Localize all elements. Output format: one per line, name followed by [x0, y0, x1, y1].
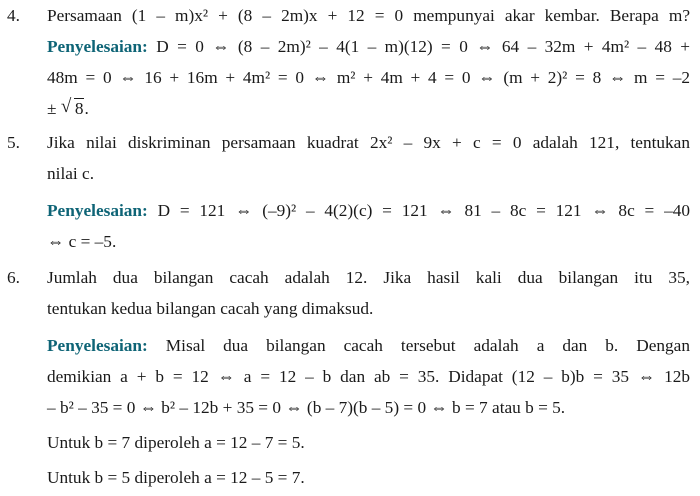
solution-text: 48m = 0 ⇔ 16 + 16m + 4m² = 0 ⇔ m² + 4m + 4 = 0 ⇔ (m + 2)² = 8 ⇔ m = –2 [47, 68, 690, 87]
solution-text [47, 93, 690, 124]
solution-line [47, 31, 690, 62]
solution-label: Penyelesaian: [47, 336, 148, 355]
result-text: Untuk b = 5 diperoleh a = 12 – 5 = 7. [47, 468, 305, 487]
solution-text: D = 0 ⇔ (8 – 2m)² – 4(1 – m)(12) = 0 ⇔ 64 – 32m + 4m² – 48 + [156, 37, 690, 56]
solution-line [47, 330, 690, 361]
solution-label: Penyelesaian: [47, 37, 148, 56]
problem-4 [0, 0, 700, 118]
problem-text: nilai c. [47, 164, 95, 183]
solution-text: ⇔ c = –5. [47, 232, 117, 251]
problem-6 [0, 262, 700, 487]
solution-label: Penyelesaian: [47, 201, 148, 220]
solution-text: Misal dua bilangan cacah tersebut adalah a dan b. Dengan [165, 336, 690, 355]
solution-text: demikian a + b = 12 ⇔ a = 12 – b dan ab = 35. Didapat (12 – b)b = 35 ⇔ 12b [47, 367, 690, 386]
square-root [61, 93, 85, 124]
problem-5 [0, 127, 700, 251]
problem-number: 5. [7, 133, 20, 152]
sqrt-icon: √ [60, 96, 72, 117]
problem-text: Jika nilai diskriminan persamaan kuadrat 2x² – 9x + c = 0 adalah 121, tentukan [47, 133, 690, 152]
solution-text: D = 121 ⇔ (–9)² – 4(2)(c) = 121 ⇔ 81 – 8c = 121 ⇔ 8c = –40 [157, 201, 690, 220]
problem-number: 6. [7, 268, 20, 287]
solution-line [47, 195, 690, 226]
result-text: Untuk b = 7 diperoleh a = 12 – 7 = 5. [47, 433, 305, 452]
problem-text: Jumlah dua bilangan cacah adalah 12. Jika hasil kali dua bilangan itu 35, [47, 268, 690, 287]
sqrt-argument: 8 [74, 99, 84, 118]
problem-number: 4. [7, 6, 20, 25]
period-text: . [84, 99, 89, 118]
problem-text: tentukan kedua bilangan cacah yang dimaksud. [47, 299, 374, 318]
problem-text: Persamaan (1 – m)x² + (8 – 2m)x + 12 = 0 mempunyai akar kembar. Berapa m? [47, 6, 690, 25]
solution-text: – b² – 35 = 0 ⇔ b² – 12b + 35 = 0 ⇔ (b – 7)(b – 5) = 0 ⇔ b = 7 atau b = 5. [47, 398, 566, 417]
plus-minus-text: ± [47, 99, 61, 118]
